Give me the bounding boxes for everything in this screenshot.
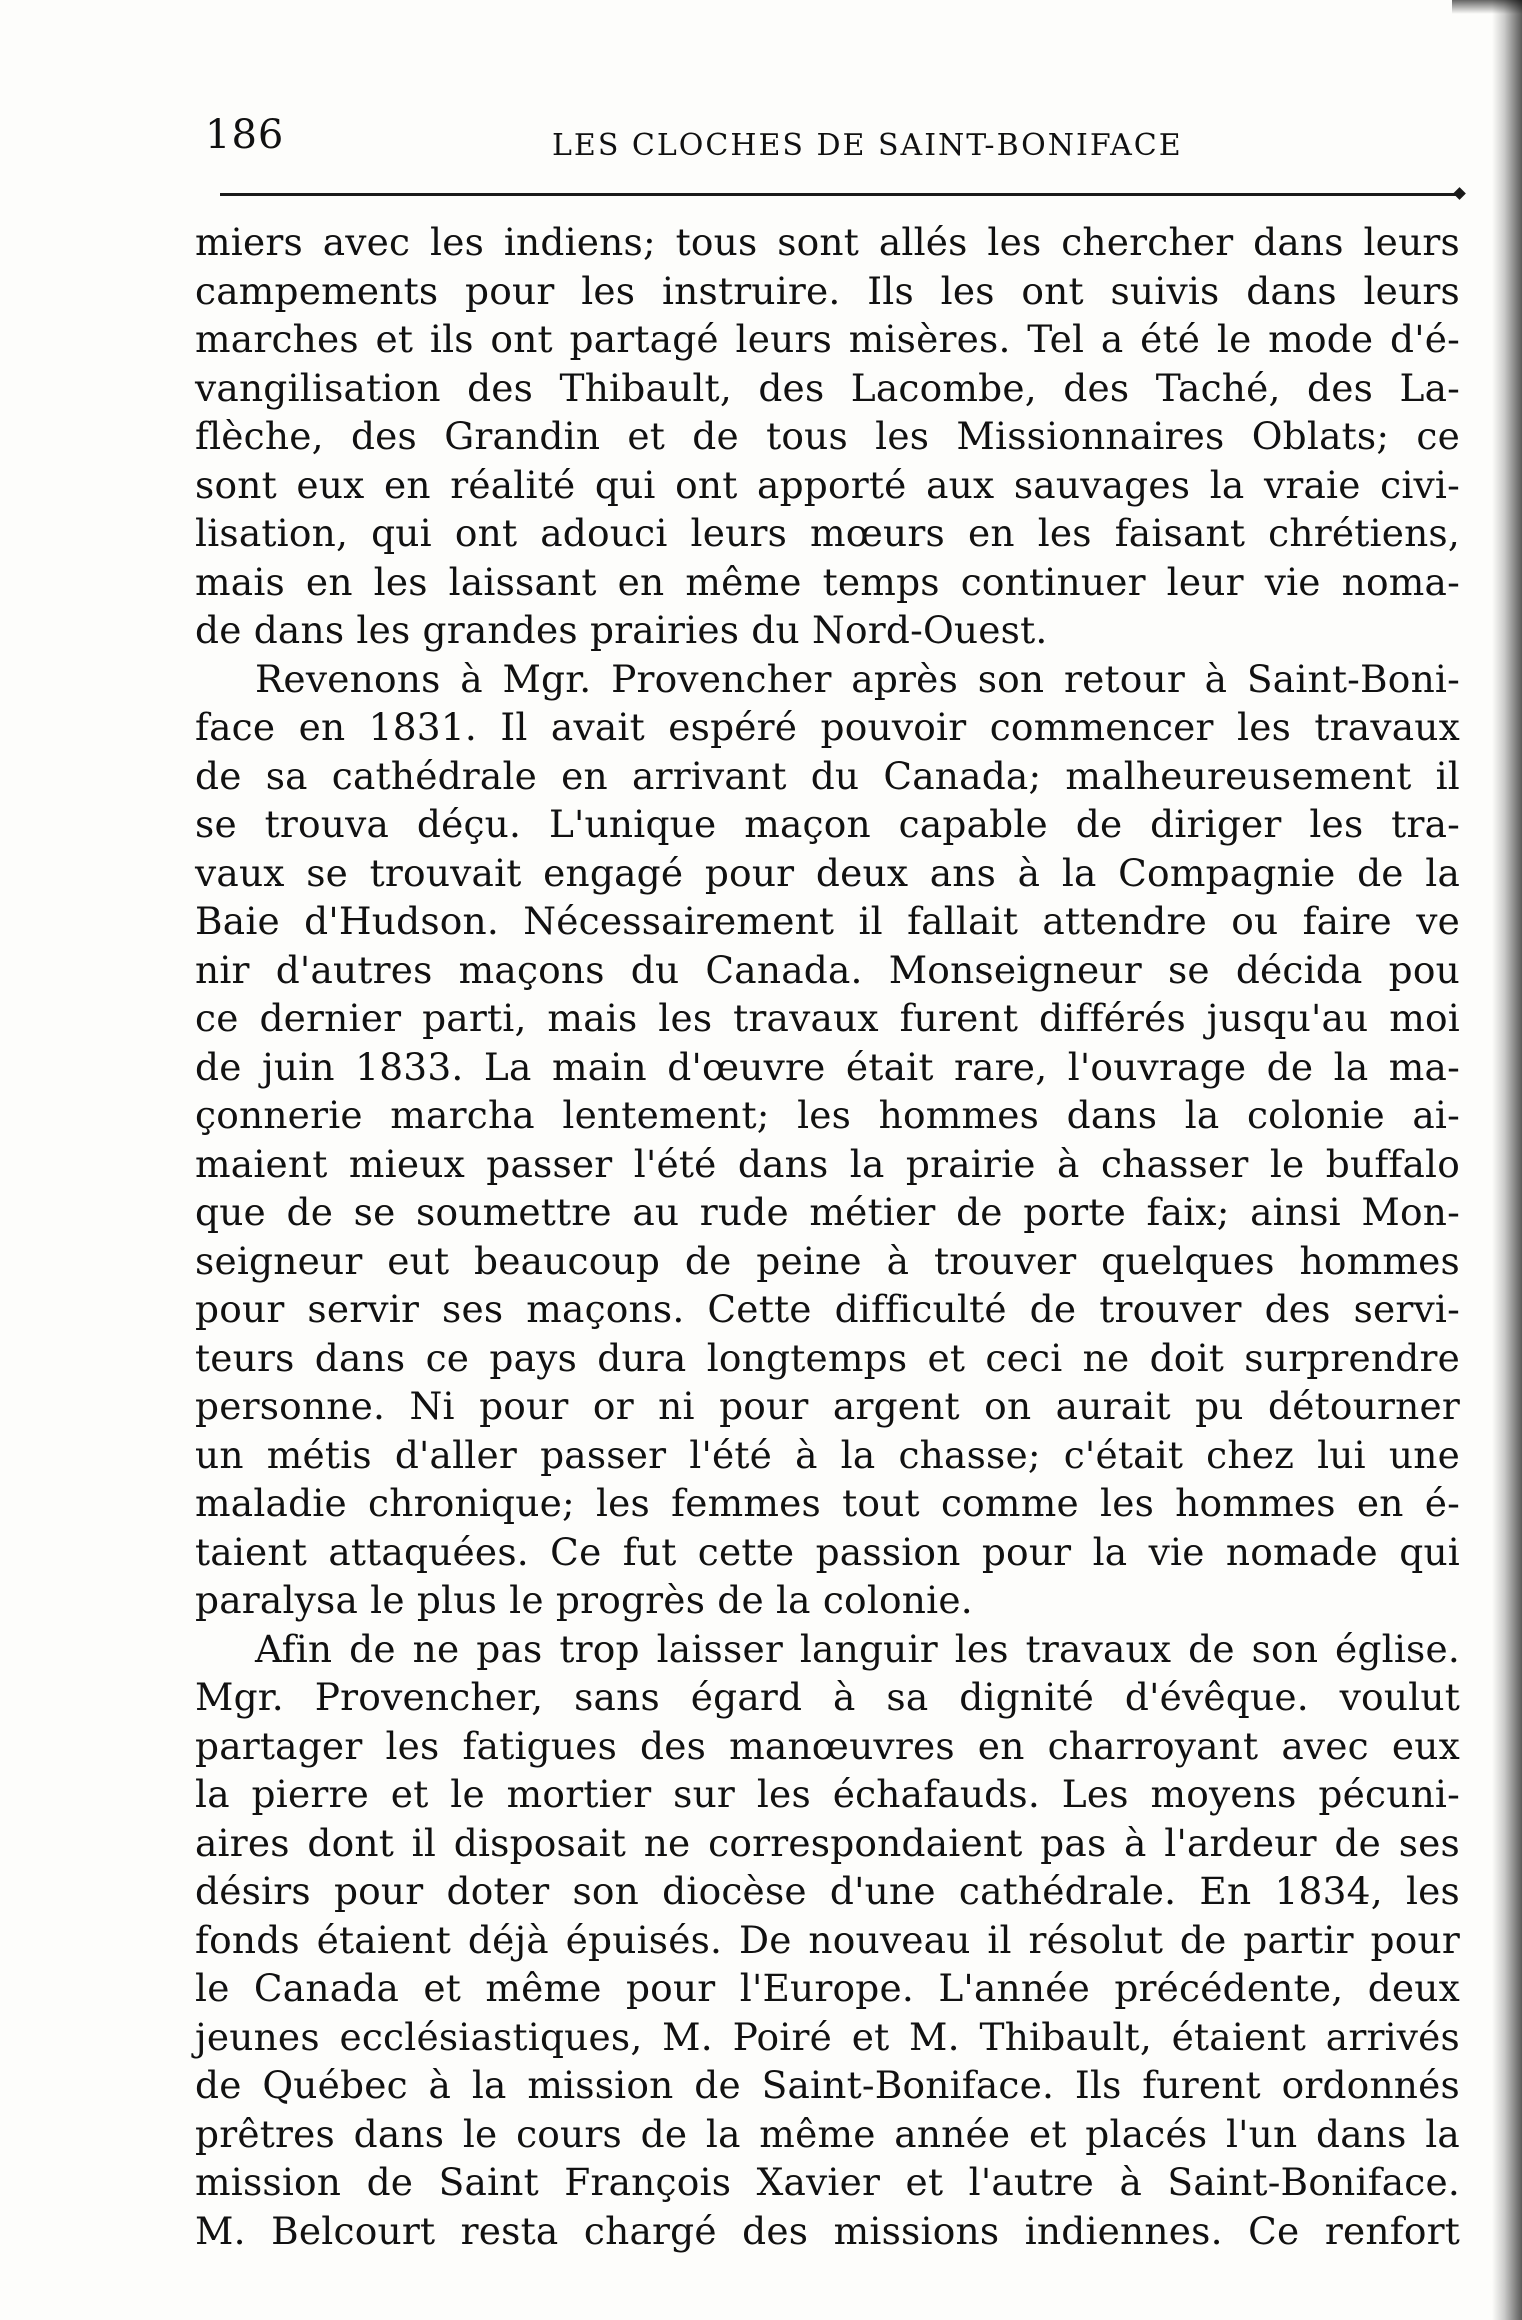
text-line: lisation, qui ont adouci leurs mœurs en les faisant chrétiens, — [195, 511, 1460, 555]
text-line: vaux se trouvait engagé pour deux ans à la Compagnie de la — [195, 850, 1460, 895]
text-line: Mgr. Provencher, sans égard à sa dignité d'évêque. voulut — [195, 1675, 1460, 1719]
text-line: Revenons à Mgr. Provencher après son retour à Saint-Boni- — [255, 656, 1460, 701]
text-line: M. Belcourt resta chargé des missions indiennes. Ce renfort — [195, 2208, 1460, 2253]
text-line: prêtres dans le cours de la même année et placés l'un dans la — [195, 2111, 1460, 2156]
page-number: 186 — [205, 112, 285, 158]
text-line: personne. Ni pour or ni pour argent on aurait pu détourner — [195, 1384, 1460, 1428]
text-line: paralysa le plus le progrès de la colonie. — [195, 1578, 973, 1622]
text-line: aires dont il disposait ne correspondaient pas à l'ardeur de ses — [195, 1820, 1460, 1865]
text-line: la pierre et le mortier sur les échafauds. Les moyens pécuni- — [195, 1772, 1460, 1816]
paragraph-3 — [195, 1625, 1460, 2256]
header-rule — [220, 193, 1462, 196]
text-line: sont eux en réalité qui ont apporté aux sauvages la vraie civi- — [195, 462, 1460, 507]
text-line: marches et ils ont partagé leurs misères. Tel a été le mode d'é- — [195, 317, 1460, 361]
text-line: partager les fatigues des manœuvres en charroyant avec eux — [195, 1723, 1460, 1768]
text-line: de Québec à la mission de Saint-Boniface. Ils furent ordonnés — [195, 2063, 1460, 2107]
text-line: face en 1831. Il avait espéré pouvoir commencer les travaux — [195, 705, 1460, 749]
text-line: mais en les laissant en même temps continuer leur vie noma- — [195, 559, 1460, 604]
header-rule-end — [1453, 187, 1466, 200]
text-line: vangilisation des Thibault, des Lacombe, des Taché, des La- — [195, 365, 1460, 410]
text-line: de juin 1833. La main d'œuvre était rare, l'ouvrage de la ma- — [195, 1044, 1460, 1089]
page-edge-shadow — [1492, 0, 1522, 2320]
scan-corner-mark — [1452, 0, 1522, 14]
paragraph-1 — [195, 218, 1460, 655]
text-line: ce dernier parti, mais les travaux furent différés jusqu'au moi — [195, 996, 1460, 1040]
running-title: LES CLOCHES DE SAINT-BONIFACE — [552, 128, 1183, 163]
text-line: nir d'autres maçons du Canada. Monseigneur se décida pou — [195, 947, 1460, 992]
text-line: miers avec les indiens; tous sont allés les chercher dans leurs — [195, 220, 1460, 264]
text-line: maladie chronique; les femmes tout comme les hommes en é- — [195, 1481, 1460, 1525]
text-line: Afin de ne pas trop laisser languir les travaux de son église. — [255, 1626, 1460, 1671]
text-line: campements pour les instruire. Ils les ont suivis dans leurs — [195, 268, 1460, 313]
text-line: un métis d'aller passer l'été à la chasse; c'était chez lui une — [195, 1432, 1460, 1477]
text-line: de dans les grandes prairies du Nord-Ouest. — [195, 608, 1048, 652]
body-text — [195, 218, 1460, 2255]
text-line: Baie d'Hudson. Nécessairement il fallait attendre ou faire ve — [195, 899, 1460, 943]
text-line: se trouva déçu. L'unique maçon capable de diriger les tra- — [195, 802, 1460, 846]
page-header — [205, 112, 1463, 182]
text-line: mission de Saint François Xavier et l'autre à Saint-Boniface. — [195, 2160, 1460, 2204]
text-line: taient attaquées. Ce fut cette passion pour la vie nomade qui — [195, 1529, 1460, 1574]
text-line: maient mieux passer l'été dans la prairie à chasser le buffalo — [195, 1141, 1460, 1186]
paragraph-2 — [195, 655, 1460, 1625]
text-line: flèche, des Grandin et de tous les Missionnaires Oblats; ce — [195, 414, 1460, 458]
text-line: teurs dans ce pays dura longtemps et ceci ne doit surprendre — [195, 1335, 1460, 1380]
text-line: que de se soumettre au rude métier de porte faix; ainsi Mon- — [195, 1190, 1460, 1234]
text-line: désirs pour doter son diocèse d'une cathédrale. En 1834, les — [195, 1869, 1460, 1913]
text-line: pour servir ses maçons. Cette difficulté de trouver des servi- — [195, 1287, 1460, 1331]
text-line: de sa cathédrale en arrivant du Canada; malheureusement il — [195, 753, 1460, 798]
text-line: le Canada et même pour l'Europe. L'année précédente, deux — [195, 1966, 1460, 2010]
text-line: jeunes ecclésiastiques, M. Poiré et M. Thibault, étaient arrivés — [195, 2014, 1460, 2059]
text-line: seigneur eut beaucoup de peine à trouver quelques hommes — [195, 1238, 1460, 1283]
text-line: fonds étaient déjà épuisés. De nouveau il résolut de partir pour — [195, 1917, 1460, 1962]
text-line: çonnerie marcha lentement; les hommes dans la colonie ai- — [195, 1093, 1460, 1137]
